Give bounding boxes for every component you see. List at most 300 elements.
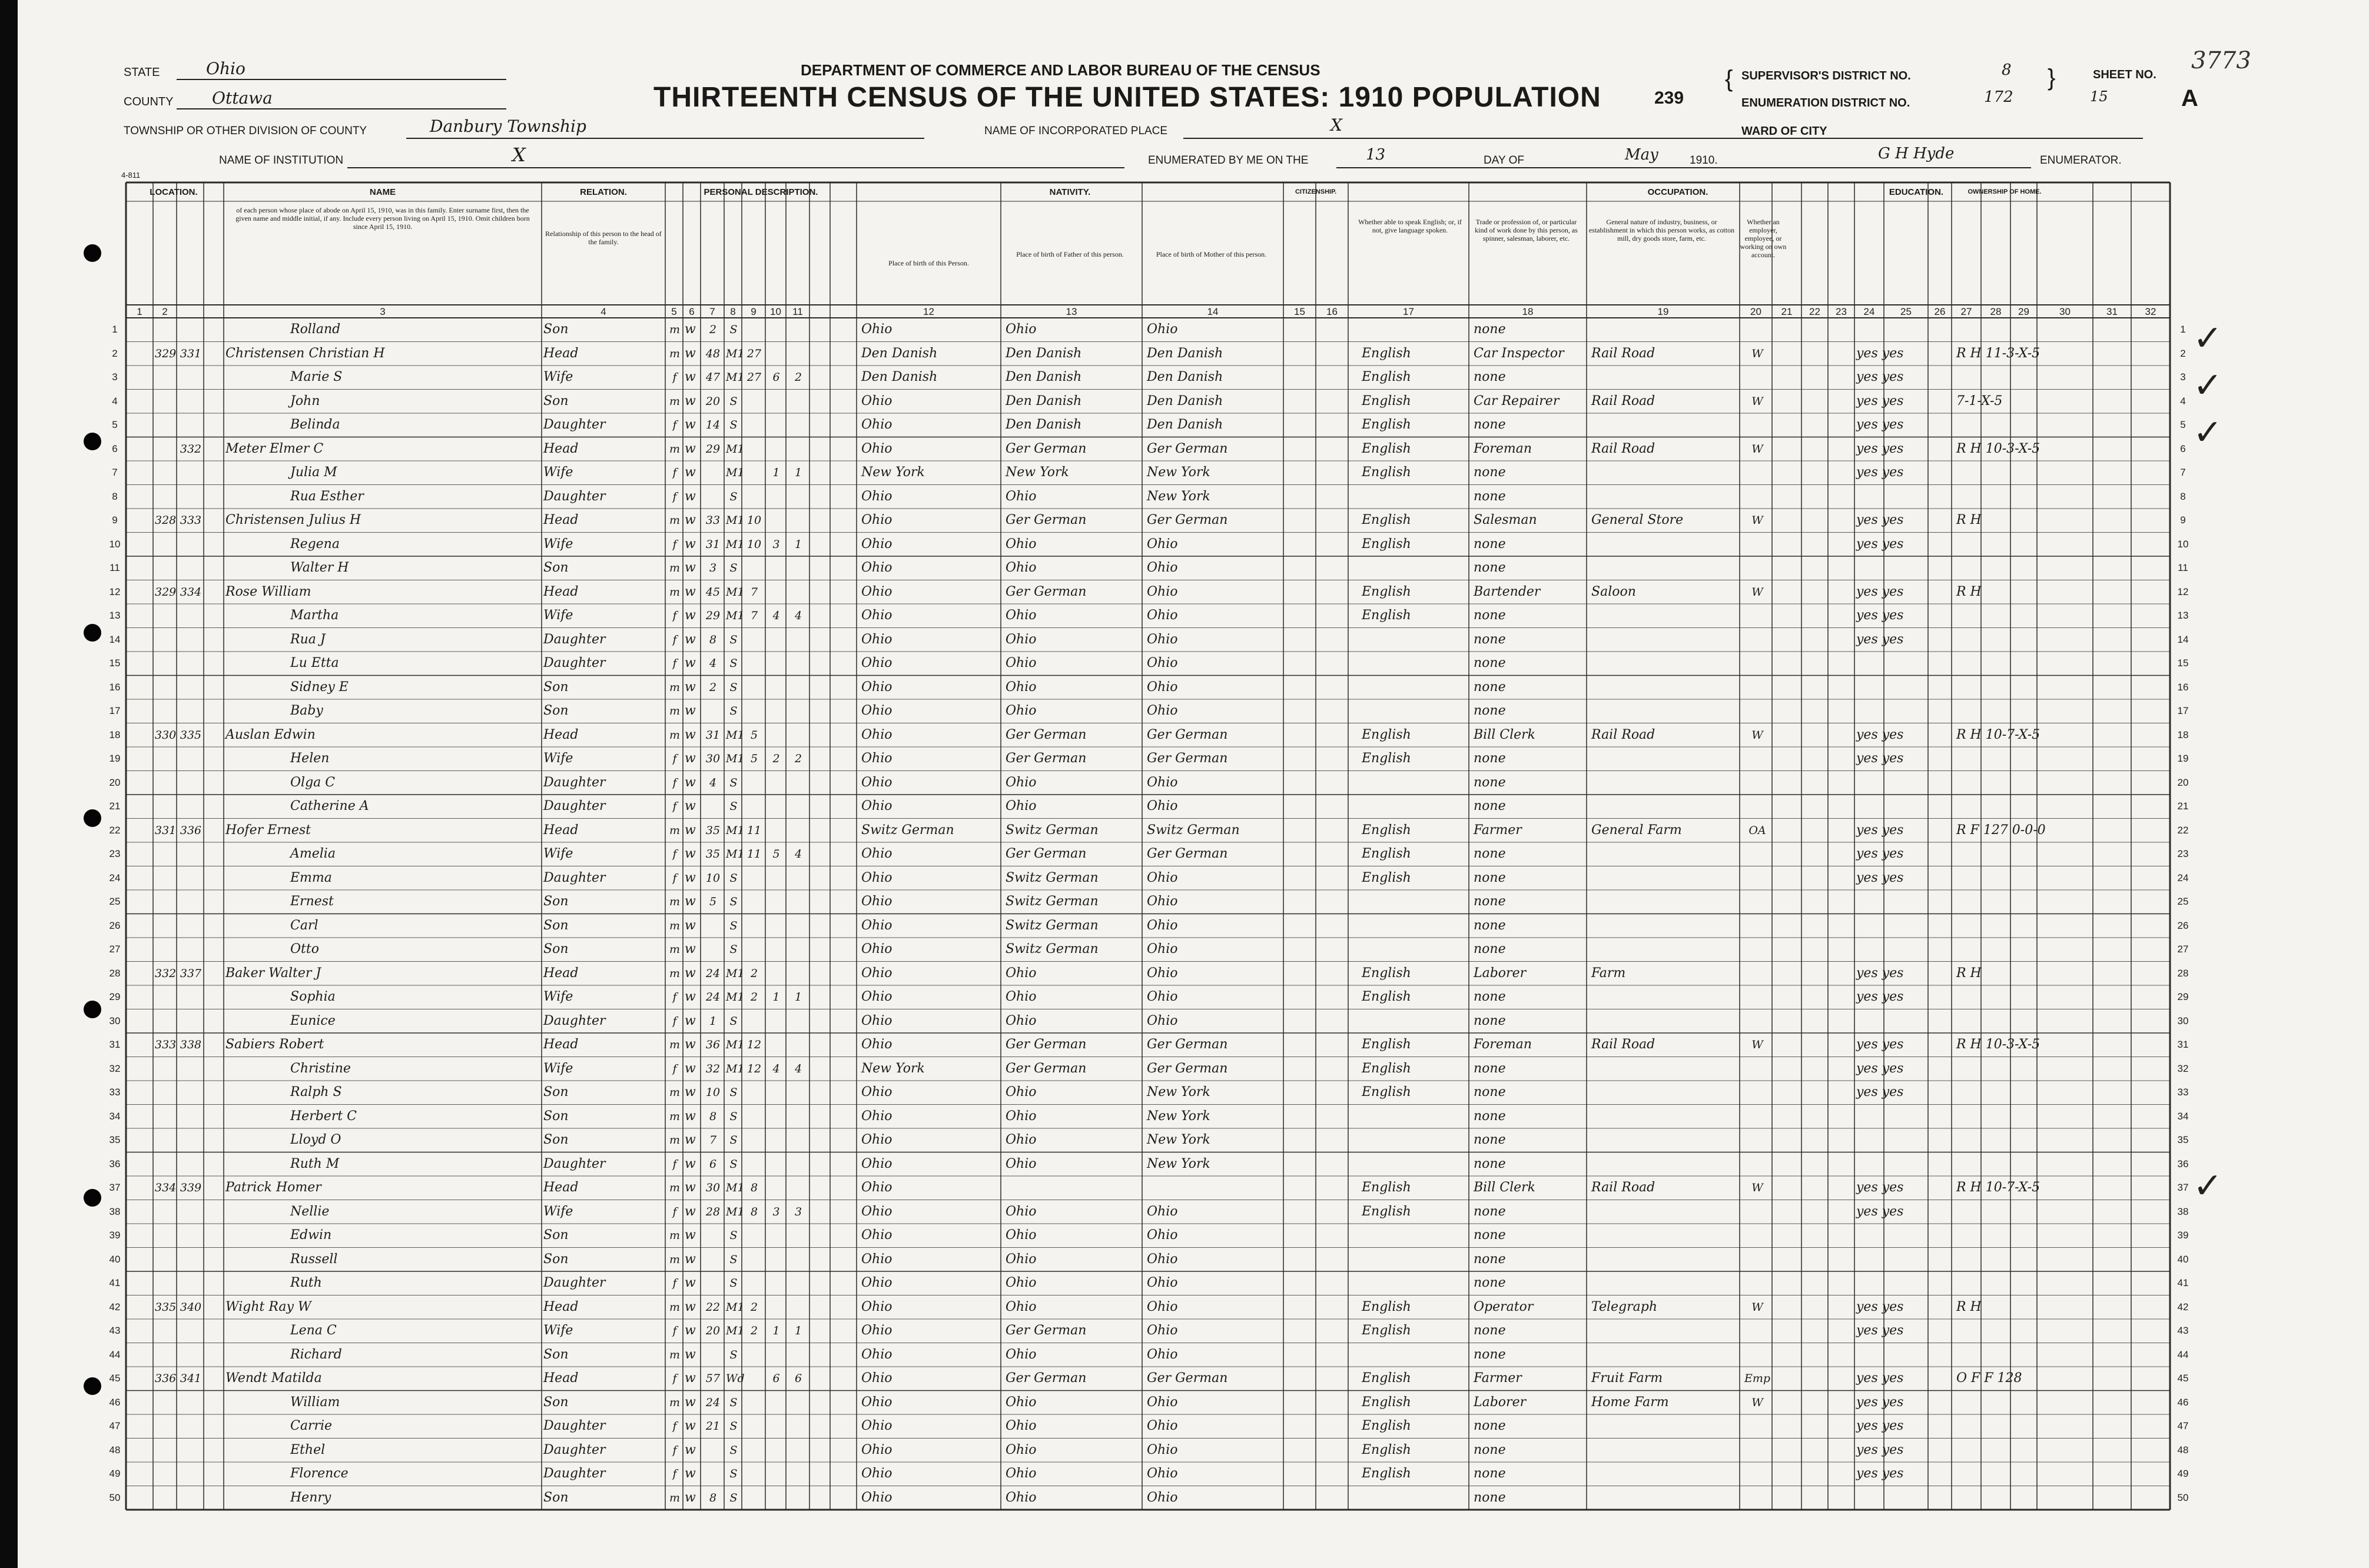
- age: 8: [709, 1491, 717, 1504]
- birthplace-person: Ohio: [861, 322, 892, 337]
- birthplace-person: Ohio: [861, 1442, 892, 1457]
- sex: f: [672, 490, 677, 503]
- occupation: none: [1474, 1490, 1506, 1505]
- person-name: Lena C: [290, 1323, 337, 1338]
- birthplace-person: Ohio: [861, 489, 892, 504]
- marital-status: S: [729, 1253, 738, 1266]
- race: w: [685, 870, 696, 885]
- occupation: none: [1474, 918, 1506, 933]
- row-number: 19: [2177, 753, 2189, 764]
- group-header-location: LOCATION.: [150, 187, 198, 197]
- education: yes yes: [1856, 1466, 1904, 1481]
- marital-status: M1: [726, 371, 745, 384]
- birthplace-father: Ohio: [1006, 656, 1037, 670]
- relation: Head: [543, 822, 579, 838]
- birthplace-father: Den Danish: [1006, 370, 1082, 384]
- row-number: 24: [109, 872, 121, 883]
- years-married: 12: [746, 1062, 762, 1075]
- county-label: COUNTY: [124, 95, 174, 108]
- sex: m: [669, 1253, 681, 1266]
- race: w: [685, 346, 696, 361]
- birthplace-mother: New York: [1147, 1108, 1210, 1124]
- row-number: 41: [2177, 1277, 2189, 1288]
- column-number: 6: [689, 306, 695, 317]
- occupation: none: [1474, 1061, 1506, 1076]
- relation: Son: [543, 1251, 569, 1267]
- marital-status: S: [729, 776, 738, 789]
- day-value: 13: [1366, 146, 1386, 164]
- occupation: none: [1474, 894, 1506, 909]
- column-number: 13: [1066, 306, 1077, 317]
- row-number: 10: [2177, 538, 2189, 550]
- birthplace-mother: Ohio: [1147, 322, 1178, 337]
- birthplace-father: Ger German: [1006, 1371, 1087, 1386]
- enumerator-label: ENUMERATOR.: [2040, 154, 2122, 167]
- employer-status: W: [1751, 728, 1763, 742]
- column-number: 32: [2145, 306, 2156, 317]
- age: 6: [709, 1157, 717, 1171]
- race: w: [685, 417, 696, 432]
- years-married: 5: [750, 752, 758, 765]
- person-name: Amelia: [290, 846, 336, 861]
- age: 5: [709, 895, 717, 908]
- employer-status: W: [1751, 394, 1763, 408]
- marital-status: M1: [726, 347, 745, 360]
- age: 29: [705, 442, 721, 456]
- birthplace-father: Ohio: [1006, 1013, 1037, 1028]
- language: English: [1362, 727, 1411, 742]
- home-ownership: O F F 128: [1956, 1371, 2022, 1386]
- row-number: 48: [109, 1444, 121, 1456]
- row-number: 40: [2177, 1253, 2189, 1265]
- education: yes yes: [1856, 632, 1904, 647]
- column-number: 14: [1207, 306, 1219, 317]
- birthplace-father: Ger German: [1006, 727, 1087, 742]
- row-number: 43: [2177, 1325, 2189, 1336]
- day-label: DAY OF: [1484, 154, 1524, 167]
- relation: Son: [543, 1108, 569, 1124]
- column-number: 4: [600, 306, 606, 317]
- birthplace-mother: Ohio: [1147, 632, 1178, 647]
- race: w: [685, 536, 696, 552]
- birthplace-father: Den Danish: [1006, 393, 1082, 408]
- employer-status: W: [1751, 514, 1763, 527]
- dwelling-number: 333: [155, 1038, 177, 1051]
- row-number: 28: [109, 967, 121, 979]
- sex: f: [672, 1062, 677, 1075]
- race: w: [685, 751, 696, 766]
- birthplace-mother: Ohio: [1147, 1204, 1178, 1219]
- education: yes yes: [1856, 465, 1904, 480]
- relation: Son: [543, 1347, 569, 1362]
- row-number: 26: [2177, 919, 2189, 931]
- occupation: none: [1474, 870, 1506, 885]
- sex: m: [669, 442, 681, 456]
- sex: f: [672, 537, 677, 551]
- birthplace-person: Ohio: [861, 894, 892, 909]
- birthplace-mother: Ger German: [1147, 1061, 1228, 1076]
- person-name: Florence: [290, 1466, 349, 1481]
- language: English: [1362, 1037, 1411, 1052]
- marital-status: S: [729, 1014, 738, 1028]
- row-number: 17: [2177, 705, 2189, 716]
- column-number: 21: [1781, 306, 1793, 317]
- birthplace-father: Ohio: [1006, 1275, 1037, 1290]
- birthplace-father: Ohio: [1006, 1108, 1037, 1124]
- birthplace-person: Ohio: [861, 1466, 892, 1481]
- birthplace-father: Ger German: [1006, 441, 1087, 456]
- row-number: 35: [2177, 1134, 2189, 1145]
- group-header-relation: RELATION.: [580, 187, 627, 197]
- enumerator-name: G H Hyde: [1878, 145, 1955, 162]
- birthplace-person: Ohio: [861, 679, 892, 695]
- birthplace-mother: Ohio: [1147, 775, 1178, 790]
- birthplace-person: Den Danish: [861, 346, 938, 361]
- education: yes yes: [1856, 1299, 1904, 1314]
- marital-status: M1: [726, 537, 745, 551]
- marital-status: M1: [726, 848, 745, 861]
- race: w: [685, 1394, 696, 1410]
- birthplace-mother: Ohio: [1147, 965, 1178, 981]
- children-living: 6: [794, 1372, 802, 1385]
- birthplace-mother: Ohio: [1147, 1323, 1178, 1338]
- race: w: [685, 822, 696, 838]
- column-number: 11: [792, 306, 803, 317]
- row-number: 50: [2177, 1491, 2189, 1503]
- group-header-occupation: OCCUPATION.: [1647, 187, 1708, 197]
- row-number: 49: [2177, 1468, 2189, 1479]
- birthplace-person: Ohio: [861, 870, 892, 885]
- occupation: none: [1474, 1156, 1506, 1171]
- brace: {: [1725, 66, 1733, 92]
- family-number: 335: [180, 728, 202, 742]
- education: yes yes: [1856, 1085, 1904, 1099]
- race: w: [685, 584, 696, 599]
- years-married: 10: [746, 514, 762, 527]
- birthplace-mother: New York: [1147, 465, 1210, 480]
- person-name: Martha: [290, 608, 339, 623]
- language: English: [1362, 989, 1411, 1004]
- children-living: 1: [794, 1324, 802, 1337]
- pob-mother-header: Place of birth of Mother of this person.: [1156, 250, 1267, 258]
- birthplace-father: Ohio: [1006, 775, 1037, 790]
- relation: Wife: [543, 370, 573, 384]
- sex: f: [672, 1443, 677, 1457]
- employer-status: W: [1751, 1300, 1763, 1314]
- person-name: William: [290, 1394, 340, 1410]
- birthplace-father: Ger German: [1006, 1061, 1087, 1076]
- relation: Daughter: [543, 1156, 606, 1171]
- sex: m: [669, 1348, 681, 1361]
- marital-status: S: [729, 1277, 738, 1290]
- home-ownership: R H 10-3-X-5: [1956, 1037, 2040, 1052]
- race: w: [685, 322, 696, 337]
- children-born: 2: [772, 752, 780, 765]
- group-header-nativity: NATIVITY.: [1049, 187, 1091, 197]
- row-number: 15: [109, 657, 121, 669]
- sex: f: [672, 1420, 677, 1433]
- sex: f: [672, 1205, 677, 1218]
- birthplace-mother: Ohio: [1147, 1394, 1178, 1410]
- race: w: [685, 1442, 696, 1457]
- years-married: 2: [750, 966, 758, 980]
- occupation: none: [1474, 1085, 1506, 1099]
- age: 30: [705, 752, 721, 765]
- row-number: 4: [2180, 395, 2186, 407]
- race: w: [685, 1347, 696, 1362]
- person-name: Sophia: [290, 989, 336, 1004]
- person-name: Walter H: [290, 560, 349, 575]
- marital-status: S: [729, 1420, 738, 1433]
- person-name: Ethel: [290, 1442, 326, 1457]
- race: w: [685, 608, 696, 623]
- age: 8: [709, 633, 717, 646]
- industry-header: General nature of industry, business, or establishment in which this person works, as cotton mill, dry goods store, farm, etc.: [1588, 218, 1735, 242]
- row-number: 16: [109, 681, 121, 693]
- birthplace-mother: Ohio: [1147, 989, 1178, 1004]
- home-ownership: R H: [1956, 584, 1982, 599]
- birthplace-father: Ohio: [1006, 1418, 1037, 1433]
- check-mark: ✓: [2193, 412, 2223, 453]
- birthplace-mother: Ger German: [1147, 441, 1228, 456]
- dwelling-number: 335: [155, 1300, 177, 1314]
- column-number: 31: [2106, 306, 2118, 317]
- birthplace-person: Ohio: [861, 846, 892, 861]
- form-code: 4-811: [121, 171, 141, 180]
- relation: Daughter: [543, 799, 606, 813]
- children-living: 3: [794, 1205, 802, 1218]
- relation: Wife: [543, 608, 573, 623]
- birthplace-person: Ohio: [861, 1108, 892, 1124]
- relation: Head: [543, 513, 579, 527]
- home-ownership: R H 10-7-X-5: [1956, 1180, 2040, 1195]
- birthplace-mother: Ohio: [1147, 679, 1178, 695]
- birthplace-mother: New York: [1147, 1156, 1210, 1171]
- relation: Son: [543, 393, 569, 408]
- race: w: [685, 1061, 696, 1076]
- institution-value: X: [512, 144, 526, 166]
- marital-status: M1: [726, 1324, 745, 1337]
- birthplace-person: Ohio: [861, 989, 892, 1004]
- education: yes yes: [1856, 1180, 1904, 1195]
- row-number: 30: [2177, 1015, 2189, 1026]
- marital-status: M1: [726, 823, 745, 837]
- language: English: [1362, 393, 1411, 408]
- sheet-side: A: [2181, 85, 2198, 111]
- birthplace-person: Ohio: [861, 584, 892, 599]
- education: yes yes: [1856, 608, 1904, 623]
- sex: m: [669, 919, 681, 932]
- occupation: none: [1474, 1013, 1506, 1028]
- birthplace-father: Ohio: [1006, 1251, 1037, 1267]
- year-value: 1910.: [1690, 154, 1718, 167]
- language: English: [1362, 1418, 1411, 1433]
- township-value: Danbury Township: [430, 117, 586, 136]
- pob-father-header: Place of birth of Father of this person.: [1016, 250, 1124, 258]
- race: w: [685, 513, 696, 527]
- row-number: 42: [109, 1301, 121, 1313]
- employer-status: OA: [1748, 823, 1766, 837]
- occupation: none: [1474, 1108, 1506, 1124]
- years-married: 27: [746, 371, 762, 384]
- column-number: 2: [162, 306, 168, 317]
- children-living: 4: [794, 609, 802, 622]
- education: yes yes: [1856, 846, 1904, 861]
- race: w: [685, 1466, 696, 1481]
- relation: Wife: [543, 465, 573, 480]
- sex: m: [669, 562, 681, 574]
- row-number: 36: [109, 1158, 121, 1170]
- column-number: 9: [751, 306, 757, 317]
- home-ownership: 7-1-X-5: [1956, 393, 2003, 408]
- group-header-education: EDUCATION.: [1889, 187, 1944, 197]
- education: yes yes: [1856, 513, 1904, 527]
- age: 8: [709, 1109, 717, 1123]
- language: English: [1362, 1442, 1411, 1457]
- person-name: Julia M: [290, 465, 337, 480]
- children-born: 4: [772, 1062, 780, 1075]
- occupation: none: [1474, 989, 1506, 1004]
- language: English: [1362, 584, 1411, 599]
- birthplace-person: Ohio: [861, 632, 892, 647]
- person-name: Rua Esther: [290, 489, 364, 504]
- row-number: 3: [2180, 371, 2186, 383]
- birthplace-father: Ger German: [1006, 584, 1087, 599]
- marital-status: S: [729, 562, 738, 574]
- age: 31: [705, 728, 721, 742]
- incorporated-label: NAME OF INCORPORATED PLACE: [984, 125, 1168, 137]
- person-name: Baker Walter J: [225, 965, 321, 981]
- birthplace-person: Ohio: [861, 608, 892, 623]
- sex: m: [669, 1109, 681, 1123]
- education: yes yes: [1856, 1037, 1904, 1052]
- children-born: 6: [772, 371, 780, 384]
- row-number: 35: [109, 1134, 121, 1145]
- race: w: [685, 727, 696, 742]
- stamp-number: 3773: [2191, 47, 2251, 74]
- check-mark: ✓: [2193, 1165, 2223, 1207]
- person-name: Lloyd O: [290, 1132, 341, 1147]
- birthplace-father: Ger German: [1006, 751, 1087, 766]
- occupation: none: [1474, 1347, 1506, 1362]
- marital-status: S: [729, 1348, 738, 1361]
- birthplace-mother: Ohio: [1147, 918, 1178, 933]
- person-name: Otto: [290, 942, 319, 956]
- relation: Son: [543, 1228, 569, 1243]
- children-living: 1: [794, 466, 802, 479]
- relation: Son: [543, 1132, 569, 1147]
- birthplace-person: Ohio: [861, 1013, 892, 1028]
- race: w: [685, 799, 696, 813]
- person-name: Nellie: [290, 1204, 330, 1219]
- language: English: [1362, 965, 1411, 981]
- age: 31: [705, 537, 721, 551]
- relation: Wife: [543, 1061, 573, 1076]
- row-number: 14: [109, 633, 121, 645]
- language: English: [1362, 846, 1411, 861]
- birthplace-father: Ohio: [1006, 679, 1037, 695]
- row-number: 15: [2177, 657, 2189, 669]
- race: w: [685, 965, 696, 981]
- industry: Farm: [1591, 965, 1626, 981]
- row-number: 8: [112, 490, 118, 502]
- age: 47: [705, 371, 721, 384]
- group-header-citizenship: CITIZENSHIP.: [1295, 188, 1337, 195]
- birthplace-mother: Ger German: [1147, 727, 1228, 742]
- family-number: 336: [180, 823, 202, 837]
- row-number: 19: [109, 753, 121, 764]
- birthplace-mother: Ohio: [1147, 1228, 1178, 1243]
- birthplace-father: Switz German: [1006, 942, 1099, 956]
- marital-status: M1: [726, 966, 745, 980]
- age: 35: [705, 848, 721, 861]
- years-married: 2: [750, 1324, 758, 1337]
- birthplace-person: Ohio: [861, 799, 892, 813]
- row-number: 3: [112, 371, 118, 383]
- birthplace-father: Ger German: [1006, 846, 1087, 861]
- row-number: 9: [2180, 514, 2186, 526]
- relation: Wife: [543, 1323, 573, 1338]
- marital-status: S: [729, 680, 738, 694]
- row-number: 20: [2177, 776, 2189, 788]
- race: w: [685, 393, 696, 408]
- brace: }: [2048, 65, 2056, 91]
- marital-status: S: [729, 705, 738, 717]
- industry: Rail Road: [1591, 1037, 1655, 1052]
- birthplace-mother: Den Danish: [1147, 417, 1223, 432]
- relation: Daughter: [543, 870, 606, 885]
- years-married: 11: [746, 823, 762, 837]
- education: yes yes: [1856, 346, 1904, 361]
- sex: f: [672, 848, 677, 861]
- person-name: Hofer Ernest: [225, 822, 311, 838]
- row-number: 28: [2177, 967, 2189, 979]
- language: English: [1362, 1204, 1411, 1219]
- relation: Wife: [543, 846, 573, 861]
- sex: m: [669, 394, 681, 408]
- age: 2: [709, 680, 717, 694]
- row-number: 38: [2177, 1205, 2189, 1217]
- group-header-name: NAME: [369, 187, 396, 197]
- birthplace-person: Ohio: [861, 751, 892, 766]
- row-number: 38: [109, 1205, 121, 1217]
- relation: Daughter: [543, 1418, 606, 1433]
- education: yes yes: [1856, 1323, 1904, 1338]
- dwelling-number: 331: [155, 823, 177, 837]
- years-married: 7: [750, 585, 758, 599]
- row-number: 6: [2180, 443, 2186, 454]
- sex: f: [672, 609, 677, 622]
- birthplace-father: Ohio: [1006, 965, 1037, 981]
- marital-status: Wd: [726, 1372, 745, 1385]
- education: yes yes: [1856, 370, 1904, 384]
- birthplace-father: Switz German: [1006, 822, 1099, 838]
- age: 24: [705, 966, 721, 980]
- race: w: [685, 1275, 696, 1290]
- column-number: 3: [380, 306, 386, 317]
- marital-status: S: [729, 919, 738, 932]
- page-title: THIRTEENTH CENSUS OF THE UNITED STATES: 1910 POPULATION: [653, 82, 1601, 113]
- sex: f: [672, 800, 677, 813]
- sex: f: [672, 657, 677, 670]
- person-name: Olga C: [290, 775, 336, 790]
- relation: Daughter: [543, 632, 606, 647]
- row-number: 16: [2177, 681, 2189, 693]
- language: English: [1362, 441, 1411, 456]
- row-number: 25: [2177, 896, 2189, 907]
- race: w: [685, 989, 696, 1004]
- language: English: [1362, 1394, 1411, 1410]
